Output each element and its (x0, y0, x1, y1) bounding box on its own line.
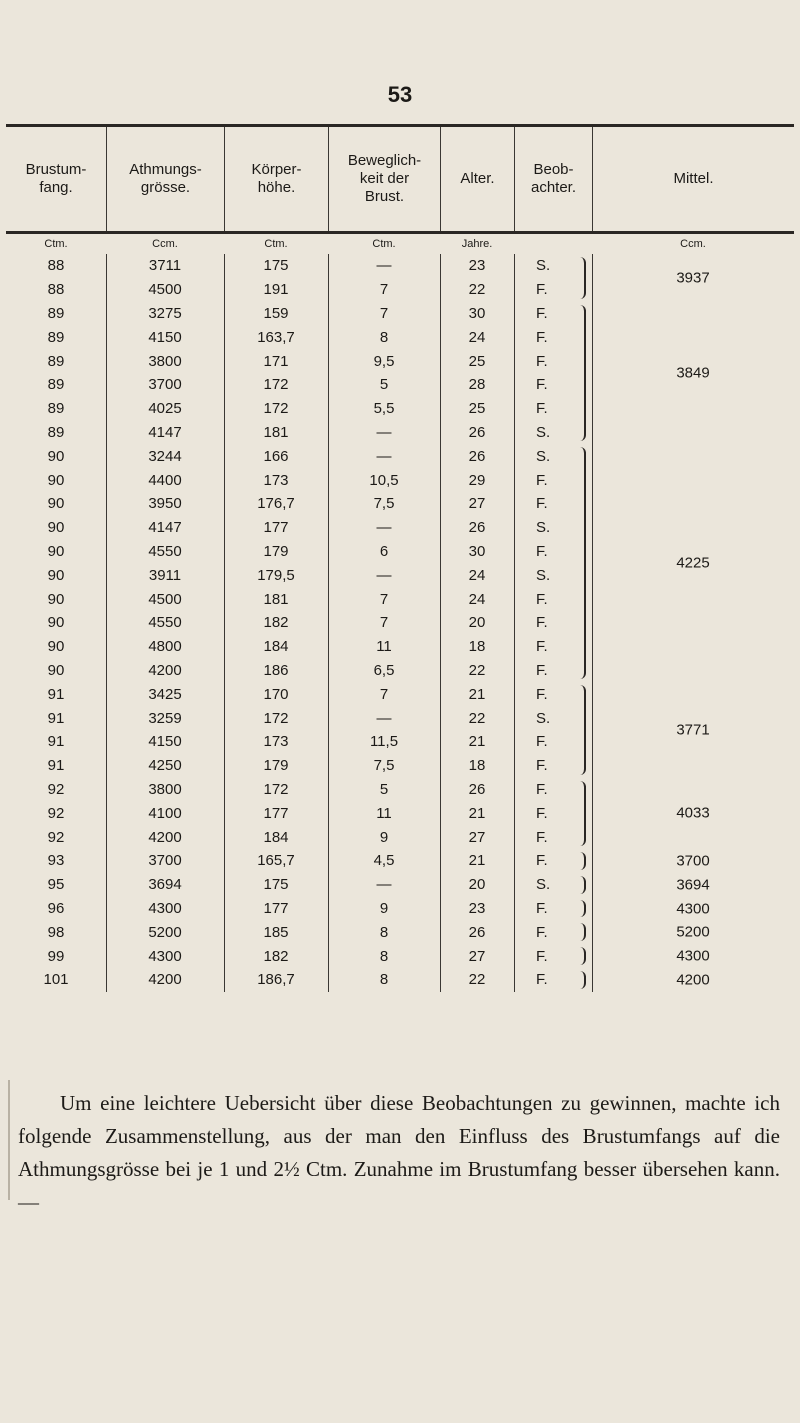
cell-observer: S. (536, 709, 551, 727)
mean-value: 4300 (676, 947, 710, 965)
measurement-table (6, 124, 794, 992)
cell-observer: S. (536, 257, 551, 275)
cell-chest-mobility: 6,5 (373, 661, 395, 679)
cell-body-height: 179,5 (257, 566, 295, 584)
cell-body-height: 177 (263, 899, 289, 917)
cell-chest-circumference: 89 (47, 352, 65, 370)
cell-breathing-volume: 4200 (148, 971, 182, 989)
cell-chest-mobility: 8 (379, 328, 389, 346)
unit-chest-mobility: Ctm. (372, 238, 396, 250)
cell-observer: F. (536, 661, 548, 679)
cell-body-height: 163,7 (257, 328, 295, 346)
cell-observer: F. (536, 352, 548, 370)
cell-breathing-volume: 3711 (148, 257, 182, 275)
cell-chest-mobility: — (376, 519, 392, 537)
cell-observer: S. (536, 447, 551, 465)
cell-chest-mobility: 9 (379, 899, 389, 917)
cell-age: 24 (468, 328, 486, 346)
header-mean: Mittel. (592, 127, 794, 231)
cell-body-height: 171 (263, 352, 289, 370)
cell-chest-circumference: 89 (47, 400, 65, 418)
cell-age: 21 (468, 804, 486, 822)
cell-age: 21 (468, 685, 486, 703)
cell-breathing-volume: 3259 (148, 709, 182, 727)
cell-breathing-volume: 3694 (148, 876, 182, 894)
cell-observer: F. (536, 281, 548, 299)
cell-body-height: 184 (263, 638, 289, 656)
mean-value: 4300 (676, 900, 710, 917)
cell-observer: S. (536, 876, 551, 894)
cell-breathing-volume: 4550 (148, 614, 182, 632)
cell-chest-mobility: 5,5 (373, 400, 395, 418)
cell-chest-circumference: 89 (47, 328, 65, 346)
cell-chest-mobility: — (376, 876, 392, 894)
body-paragraph: Um eine leichtere Uebersicht über diese Beobachtungen zu gewinnen, machte ich folgende Zusammenstellung, aus der man den Einfluss des Brustumfangs auf die Athmungsgrösse bei je 1 und 2½ Ctm. Zunahme im Brustumfang besser übersehen kann. — (18, 1091, 780, 1214)
cell-age: 27 (468, 495, 486, 513)
cell-body-height: 166 (263, 447, 289, 465)
column-divider (106, 254, 107, 992)
cell-chest-circumference: 90 (47, 638, 65, 656)
cell-body-height: 175 (263, 257, 289, 275)
cell-observer: F. (536, 971, 548, 989)
cell-breathing-volume: 4300 (148, 899, 182, 917)
cell-age: 26 (468, 447, 486, 465)
cell-age: 23 (468, 899, 486, 917)
cell-observer: F. (536, 590, 548, 608)
column-chest-circumference (6, 254, 106, 992)
cell-chest-circumference: 89 (47, 304, 65, 322)
cell-chest-circumference: 90 (47, 614, 65, 632)
mean-value: 3700 (676, 852, 710, 870)
cell-observer: F. (536, 947, 548, 965)
cell-chest-circumference: 90 (47, 590, 65, 608)
column-age (440, 254, 514, 992)
group-brace (578, 923, 586, 941)
cell-chest-mobility: 8 (379, 923, 389, 941)
cell-age: 18 (468, 757, 486, 775)
cell-observer: F. (536, 638, 548, 656)
cell-chest-circumference: 92 (47, 780, 65, 798)
cell-body-height: 186 (263, 661, 289, 679)
cell-breathing-volume: 4100 (148, 804, 182, 822)
group-brace (578, 447, 586, 679)
header-observer: Beob- achter. (514, 127, 592, 231)
cell-age: 23 (468, 257, 486, 275)
cell-chest-circumference: 91 (47, 685, 65, 703)
cell-breathing-volume: 3275 (148, 304, 182, 322)
column-divider (224, 254, 225, 992)
cell-age: 26 (468, 780, 486, 798)
cell-breathing-volume: 3950 (148, 495, 182, 513)
group-brace (578, 971, 586, 989)
cell-chest-mobility: 4,5 (373, 852, 395, 870)
group-brace (578, 876, 586, 894)
cell-breathing-volume: 3700 (148, 852, 182, 870)
cell-body-height: 185 (263, 923, 289, 941)
cell-chest-circumference: 101 (43, 971, 69, 989)
cell-breathing-volume: 4500 (148, 281, 182, 299)
cell-observer: S. (536, 519, 551, 537)
cell-breathing-volume: 4550 (148, 542, 182, 560)
column-chest-mobility (328, 254, 440, 992)
cell-observer: F. (536, 828, 548, 846)
table-units-row (6, 234, 794, 254)
cell-body-height: 172 (263, 400, 289, 418)
cell-observer: F. (536, 376, 548, 394)
cell-age: 25 (468, 352, 486, 370)
column-divider (592, 254, 593, 992)
cell-chest-mobility: 11 (376, 638, 392, 656)
cell-age: 21 (468, 852, 486, 870)
cell-observer: F. (536, 614, 548, 632)
mean-value: 3849 (676, 364, 710, 382)
cell-observer: F. (536, 400, 548, 418)
cell-observer: F. (536, 899, 548, 917)
cell-body-height: 186,7 (257, 971, 295, 989)
cell-chest-mobility: 9,5 (373, 352, 395, 370)
cell-chest-circumference: 90 (47, 542, 65, 560)
group-brace (578, 257, 586, 299)
cell-breathing-volume: 4400 (148, 471, 182, 489)
column-breathing-volume (106, 254, 224, 992)
cell-body-height: 179 (263, 757, 289, 775)
cell-observer: F. (536, 542, 548, 560)
cell-age: 20 (468, 614, 486, 632)
unit-chest-circumference: Ctm. (44, 238, 68, 250)
cell-chest-circumference: 90 (47, 447, 65, 465)
cell-chest-circumference: 99 (47, 947, 65, 965)
cell-chest-mobility: 5 (379, 376, 389, 394)
cell-chest-circumference: 92 (47, 828, 65, 846)
cell-breathing-volume: 4300 (148, 947, 182, 965)
cell-age: 22 (468, 281, 486, 299)
cell-body-height: 179 (263, 542, 289, 560)
unit-age: Jahre. (461, 238, 493, 250)
cell-body-height: 165,7 (257, 852, 295, 870)
cell-body-height: 181 (263, 423, 289, 441)
cell-age: 22 (468, 971, 486, 989)
cell-chest-mobility: 11 (376, 804, 392, 822)
cell-body-height: 172 (263, 709, 289, 727)
unit-observer (514, 234, 592, 254)
cell-chest-circumference: 90 (47, 519, 65, 537)
group-brace (578, 947, 586, 965)
cell-breathing-volume: 4150 (148, 733, 182, 751)
cell-observer: S. (536, 566, 551, 584)
cell-breathing-volume: 4025 (148, 400, 182, 418)
cell-age: 22 (468, 661, 486, 679)
cell-age: 28 (468, 376, 486, 394)
cell-chest-circumference: 88 (47, 257, 65, 275)
cell-chest-circumference: 96 (47, 899, 65, 917)
cell-age: 30 (468, 542, 486, 560)
cell-chest-mobility: 8 (379, 947, 389, 965)
cell-observer: S. (536, 423, 551, 441)
cell-breathing-volume: 5200 (148, 923, 182, 941)
column-body-height (224, 254, 328, 992)
cell-body-height: 184 (263, 828, 289, 846)
page-edge-shadow (8, 1080, 10, 1200)
cell-age: 26 (468, 519, 486, 537)
cell-observer: F. (536, 923, 548, 941)
cell-chest-circumference: 91 (47, 733, 65, 751)
cell-breathing-volume: 4200 (148, 828, 182, 846)
cell-breathing-volume: 4147 (148, 519, 182, 537)
cell-chest-mobility: 8 (379, 971, 389, 989)
cell-observer: F. (536, 471, 548, 489)
unit-mean: Ccm. (680, 238, 706, 250)
cell-chest-circumference: 88 (47, 281, 65, 299)
cell-body-height: 170 (263, 685, 289, 703)
cell-body-height: 191 (263, 281, 289, 299)
cell-body-height: 175 (263, 876, 289, 894)
cell-chest-circumference: 89 (47, 376, 65, 394)
cell-breathing-volume: 4500 (148, 590, 182, 608)
header-chest-circumference: Brustum- fang. (25, 161, 87, 196)
header-chest-mobility: Beweglich- keit der Brust. (328, 127, 440, 231)
cell-age: 20 (468, 876, 486, 894)
cell-chest-mobility: 7 (379, 304, 389, 322)
cell-chest-circumference: 90 (47, 495, 65, 513)
cell-breathing-volume: 4200 (148, 661, 182, 679)
cell-chest-circumference: 91 (47, 709, 65, 727)
cell-chest-mobility: 6 (379, 542, 389, 560)
cell-body-height: 173 (263, 471, 289, 489)
cell-observer: F. (536, 733, 548, 751)
cell-body-height: 172 (263, 376, 289, 394)
cell-age: 24 (468, 566, 486, 584)
cell-chest-mobility: 7 (379, 614, 389, 632)
cell-chest-circumference: 95 (47, 876, 65, 894)
mean-value: 4033 (676, 804, 710, 822)
cell-breathing-volume: 3244 (148, 447, 182, 465)
cell-chest-circumference: 93 (47, 852, 65, 870)
cell-chest-mobility: 7,5 (373, 757, 395, 775)
cell-chest-mobility: — (376, 566, 392, 584)
cell-age: 27 (468, 828, 486, 846)
cell-body-height: 177 (263, 519, 289, 537)
cell-body-height: 159 (263, 304, 289, 322)
unit-breathing-volume: Ccm. (152, 238, 178, 250)
cell-chest-mobility: — (376, 709, 392, 727)
cell-body-height: 182 (263, 947, 289, 965)
cell-chest-mobility: — (376, 257, 392, 275)
table-header (6, 127, 794, 231)
cell-age: 25 (468, 400, 486, 418)
group-brace (578, 305, 586, 442)
cell-breathing-volume: 4250 (148, 757, 182, 775)
cell-chest-circumference: 91 (47, 757, 65, 775)
cell-body-height: 182 (263, 614, 289, 632)
cell-body-height: 177 (263, 804, 289, 822)
cell-age: 18 (468, 638, 486, 656)
cell-chest-mobility: 10,5 (369, 471, 399, 489)
cell-breathing-volume: 3700 (148, 376, 182, 394)
cell-age: 29 (468, 471, 486, 489)
cell-chest-circumference: 90 (47, 566, 65, 584)
cell-chest-mobility: 7 (379, 281, 389, 299)
cell-observer: F. (536, 757, 548, 775)
cell-observer: F. (536, 852, 548, 870)
cell-age: 21 (468, 733, 486, 751)
mean-value: 3937 (676, 269, 710, 287)
cell-chest-mobility: 7 (379, 590, 389, 608)
page-number: 53 (387, 82, 413, 107)
cell-body-height: 173 (263, 733, 289, 751)
cell-chest-circumference: 90 (47, 471, 65, 489)
cell-chest-circumference: 98 (47, 923, 65, 941)
cell-observer: F. (536, 685, 548, 703)
cell-breathing-volume: 3800 (148, 780, 182, 798)
mean-value: 3694 (676, 876, 710, 894)
group-brace (578, 852, 586, 870)
cell-breathing-volume: 3800 (148, 352, 182, 370)
cell-breathing-volume: 4800 (148, 638, 182, 656)
cell-observer: F. (536, 495, 548, 513)
mean-value: 3771 (676, 721, 710, 739)
cell-observer: F. (536, 328, 548, 346)
cell-observer: F. (536, 780, 548, 798)
column-divider (440, 254, 441, 992)
cell-age: 27 (468, 947, 486, 965)
cell-chest-mobility: 5 (379, 780, 389, 798)
cell-chest-mobility: 11,5 (369, 733, 399, 751)
cell-chest-mobility: — (376, 447, 392, 465)
mean-value: 4225 (676, 554, 710, 572)
cell-chest-circumference: 89 (47, 423, 65, 441)
cell-age: 26 (468, 923, 486, 941)
group-brace (578, 685, 586, 774)
cell-breathing-volume: 4150 (148, 328, 182, 346)
cell-chest-mobility: 7 (379, 685, 389, 703)
table-body (6, 254, 794, 992)
cell-body-height: 181 (263, 590, 289, 608)
cell-chest-mobility: 7,5 (373, 495, 395, 513)
mean-value: 4200 (676, 971, 710, 989)
cell-body-height: 176,7 (257, 495, 295, 513)
cell-body-height: 172 (263, 780, 289, 798)
cell-age: 22 (468, 709, 486, 727)
cell-chest-mobility: — (376, 423, 392, 441)
cell-observer: F. (536, 304, 548, 322)
cell-breathing-volume: 4147 (148, 423, 182, 441)
header-body-height: Körper- höhe. (224, 127, 328, 231)
header-breathing-volume: Athmungs- grösse. (106, 127, 224, 231)
header-age: Alter. (440, 127, 514, 231)
cell-chest-circumference: 90 (47, 661, 65, 679)
cell-breathing-volume: 3911 (148, 566, 182, 584)
cell-chest-mobility: 9 (379, 828, 389, 846)
cell-age: 26 (468, 423, 486, 441)
cell-chest-circumference: 92 (47, 804, 65, 822)
cell-breathing-volume: 3425 (148, 685, 182, 703)
cell-age: 30 (468, 304, 486, 322)
group-brace (578, 781, 586, 846)
cell-age: 24 (468, 590, 486, 608)
unit-body-height: Ctm. (264, 238, 288, 250)
cell-observer: F. (536, 804, 548, 822)
mean-value: 5200 (676, 923, 710, 941)
column-divider (514, 254, 515, 992)
column-mean (592, 254, 794, 992)
column-divider (328, 254, 329, 992)
